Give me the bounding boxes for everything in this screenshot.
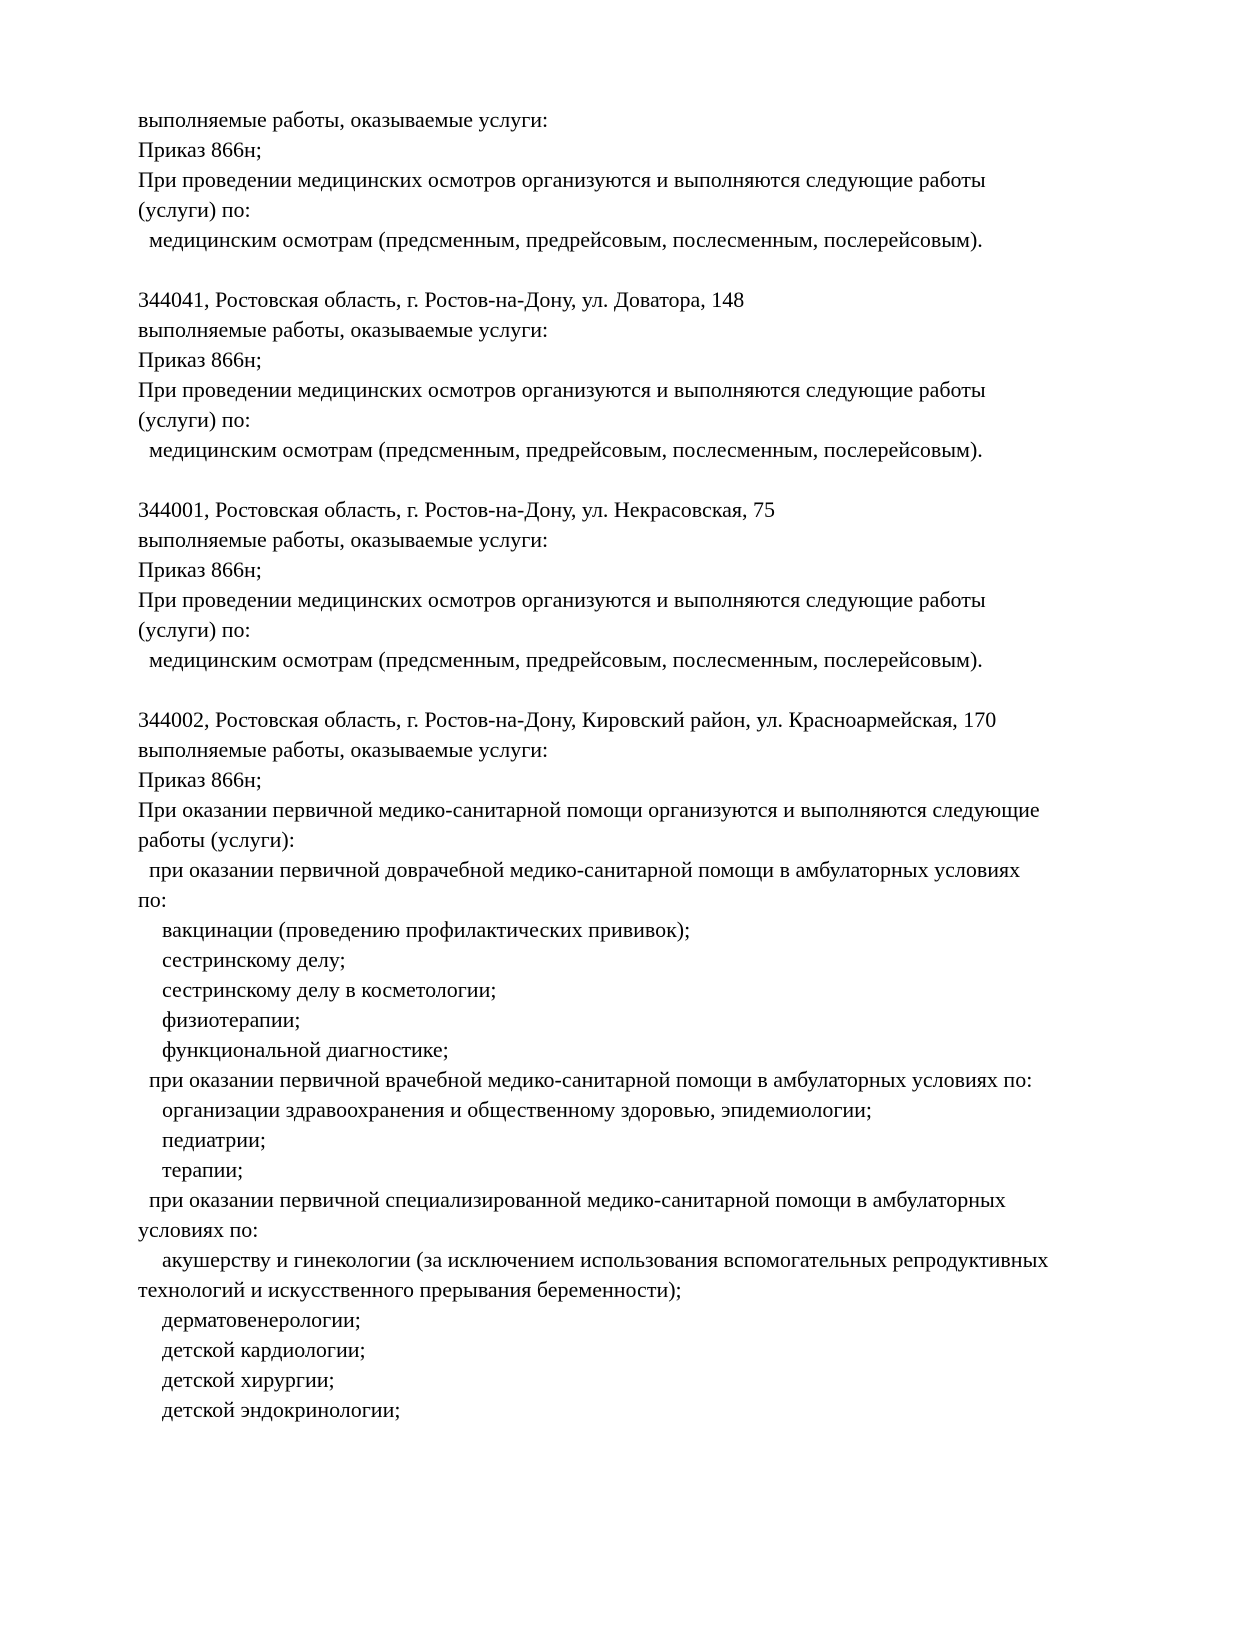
document-line: медицинским осмотрам (предсменным, предрейсовым, послесменным, послерейсовым). bbox=[149, 227, 983, 252]
address-section bbox=[138, 495, 1200, 675]
document-line: условиях по: bbox=[138, 1217, 259, 1242]
document-line: терапии; bbox=[162, 1157, 244, 1182]
document bbox=[138, 105, 1200, 1425]
document-line: организации здравоохранения и общественному здоровью, эпидемиологии; bbox=[162, 1097, 873, 1122]
document-line: медицинским осмотрам (предсменным, предрейсовым, послесменным, послерейсовым). bbox=[149, 437, 983, 462]
document-line: дерматовенерологии; bbox=[162, 1307, 361, 1332]
document-line: 344041, Ростовская область, г. Ростов-на-Дону, ул. Доватора, 148 bbox=[138, 287, 745, 312]
document-line: При оказании первичной медико-санитарной помощи организуются и выполняются следующие bbox=[138, 797, 1040, 822]
document-line: функциональной диагностике; bbox=[162, 1037, 449, 1062]
document-line: при оказании первичной специализированной медико-санитарной помощи в амбулаторных bbox=[149, 1187, 1006, 1212]
document-line: при оказании первичной врачебной медико-санитарной помощи в амбулаторных условиях по: bbox=[149, 1067, 1033, 1092]
address-section bbox=[138, 705, 1200, 1425]
document-line: Приказ 866н; bbox=[138, 767, 262, 792]
document-line: выполняемые работы, оказываемые услуги: bbox=[138, 107, 549, 132]
document-line: При проведении медицинских осмотров организуются и выполняются следующие работы bbox=[138, 167, 986, 192]
document-line: (услуги) по: bbox=[138, 617, 251, 642]
document-line: сестринскому делу в косметологии; bbox=[162, 977, 497, 1002]
document-line: выполняемые работы, оказываемые услуги: bbox=[138, 317, 549, 342]
document-line: При проведении медицинских осмотров организуются и выполняются следующие работы bbox=[138, 587, 986, 612]
document-line: педиатрии; bbox=[162, 1127, 266, 1152]
document-line: по: bbox=[138, 887, 167, 912]
document-line: Приказ 866н; bbox=[138, 137, 262, 162]
document-line: детской эндокринологии; bbox=[162, 1397, 401, 1422]
document-line: (услуги) по: bbox=[138, 407, 251, 432]
document-line: детской кардиологии; bbox=[162, 1337, 366, 1362]
document-line: при оказании первичной доврачебной медико-санитарной помощи в амбулаторных условиях bbox=[149, 857, 1021, 882]
document-line: медицинским осмотрам (предсменным, предрейсовым, послесменным, послерейсовым). bbox=[149, 647, 983, 672]
document-line: технологий и искусственного прерывания беременности); bbox=[138, 1277, 682, 1302]
document-line: выполняемые работы, оказываемые услуги: bbox=[138, 527, 549, 552]
document-line: работы (услуги): bbox=[138, 827, 295, 852]
document-line: детской хирургии; bbox=[162, 1367, 335, 1392]
document-line: Приказ 866н; bbox=[138, 557, 262, 582]
document-line: (услуги) по: bbox=[138, 197, 251, 222]
document-line: вакцинации (проведению профилактических прививок); bbox=[162, 917, 691, 942]
document-line: физиотерапии; bbox=[162, 1007, 301, 1032]
address-section bbox=[138, 285, 1200, 465]
document-line: 344001, Ростовская область, г. Ростов-на-Дону, ул. Некрасовская, 75 bbox=[138, 497, 776, 522]
document-line: акушерству и гинекологии (за исключением использования вспомогательных репродуктивных bbox=[162, 1247, 1049, 1272]
document-line: При проведении медицинских осмотров организуются и выполняются следующие работы bbox=[138, 377, 986, 402]
document-line: 344002, Ростовская область, г. Ростов-на-Дону, Кировский район, ул. Красноармейская, 170 bbox=[138, 707, 997, 732]
document-line: выполняемые работы, оказываемые услуги: bbox=[138, 737, 549, 762]
address-section bbox=[138, 105, 1200, 255]
document-line: Приказ 866н; bbox=[138, 347, 262, 372]
document-line: сестринскому делу; bbox=[162, 947, 346, 972]
